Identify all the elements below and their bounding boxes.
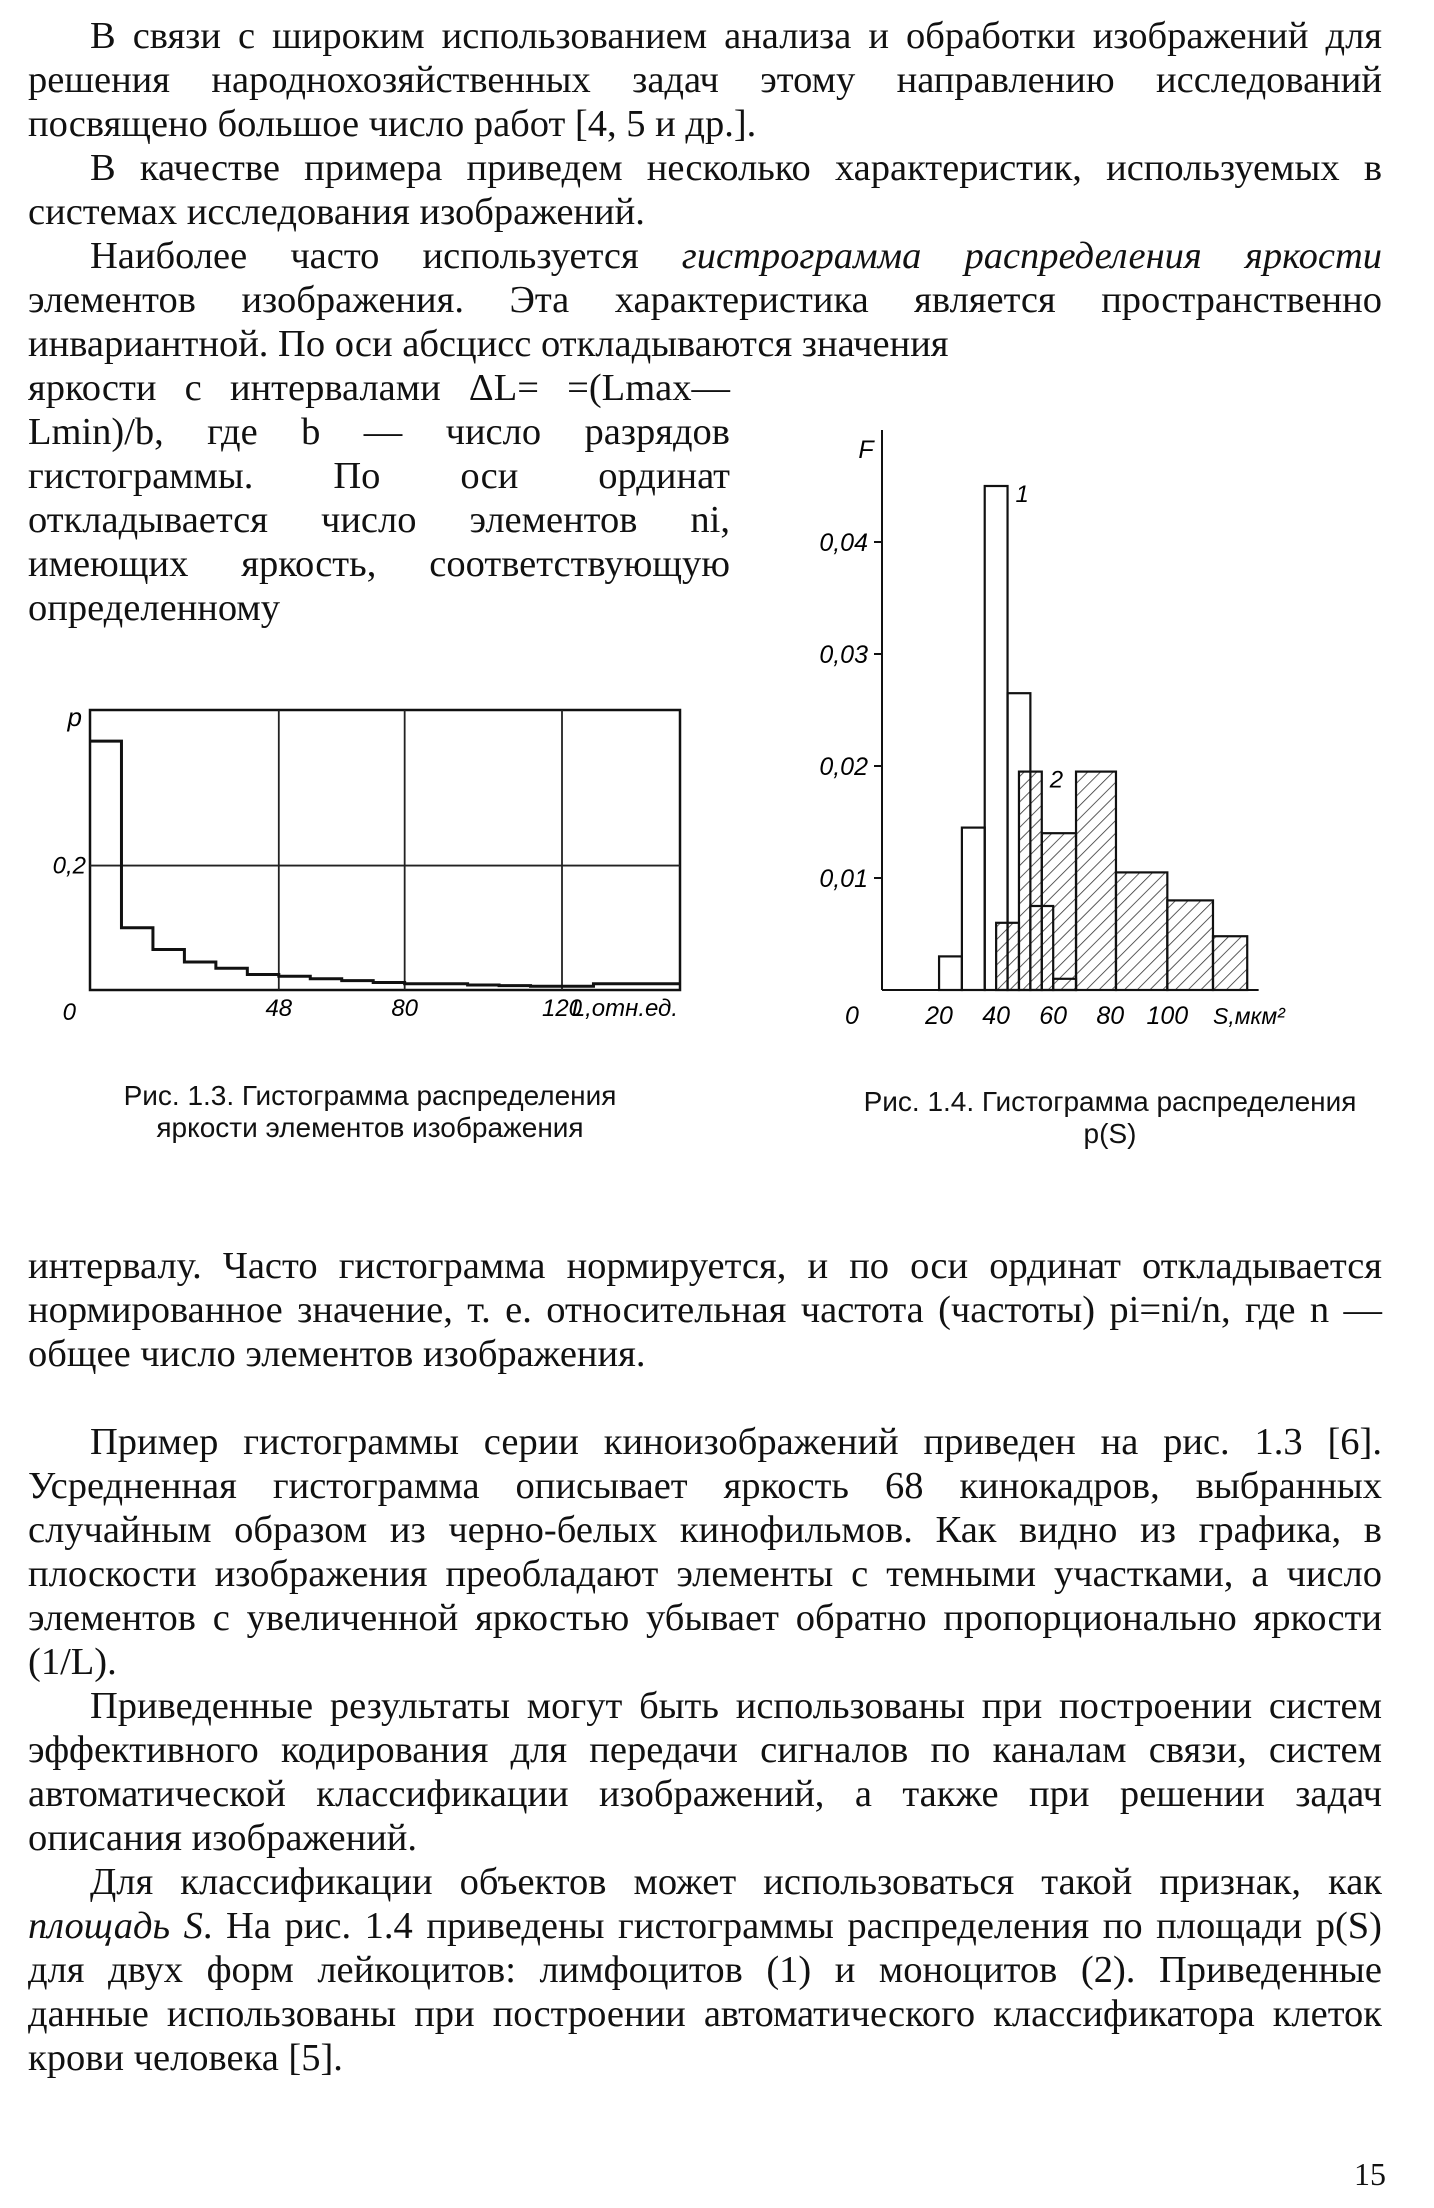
fig14-ytick-label: 0,04	[819, 529, 868, 557]
fig13-xtick-label: 120	[541, 995, 583, 1022]
paragraph-film-example: Пример гистограммы серии киноизображений приведен на рис. 1.3 [6]. Усредненная гистограмма описывает яркость 68 кинокадров, выбранных случайным образом из черно-белых кинофильмов. Как видно из графика, в плоскости изображения преобладают элементы с темными участками, а число элементов с увеличенной яркостью убывает обратно пропорционально яркости (1/L).	[28, 1421, 1382, 1683]
caption-fig-1-4: Рис. 1.4. Гистограмма распределения p(S)	[863, 1086, 1357, 1149]
fig14-x-axis-label: S,мкм²	[1212, 1003, 1285, 1029]
fig14-bar-series-2	[1167, 900, 1213, 990]
fig14-y-axis-label: F	[858, 436, 874, 464]
fig14-xtick-label: 60	[1039, 1002, 1068, 1030]
caption-fig-1-3: Рис. 1.3. Гистограмма распределения яркости элементов изображения	[123, 1080, 617, 1143]
paragraph-histogram-start: Наиболее часто используется	[90, 235, 682, 277]
figure-1-4-chart	[790, 420, 1350, 1060]
fig13-x-axis-label: L,отн.ед.	[571, 995, 678, 1022]
term-histogram: гистрограмма распределения яркости	[681, 235, 1382, 277]
fig14-bar-series-2	[1213, 936, 1247, 990]
fig13-ytick-label: 0,2	[52, 852, 86, 880]
fig14-origin-label: 0	[845, 1002, 859, 1030]
fig14-xtick-label: 100	[1146, 1002, 1189, 1030]
page-number: 15	[1354, 2156, 1386, 2192]
paragraph-area-feature	[28, 1860, 1382, 2080]
fig14-bar-series-2	[1042, 833, 1076, 990]
fig14-bar-series-1	[939, 956, 962, 990]
paragraph-applications: Приведенные результаты могут быть использованы при построении систем эффективного кодирования для передачи сигналов по каналам связи, систем автоматической классификации изображений, а также при решении задач описания изображений.	[28, 1685, 1382, 1859]
fig13-y-axis-label: p	[67, 702, 82, 732]
fig14-series-label: 1	[1015, 481, 1029, 508]
paragraph-histogram-cont: элементов изображения. Эта характеристика является пространственно инвариантной. По оси абсцисс откладываются значения	[28, 279, 1382, 365]
paragraph-intro: В связи с широким использованием анализа и обработки изображений для решения народнохозяйственных задач этому направлению исследований посвящено большое число работ [4, 5 и др.].	[28, 15, 1382, 145]
fig14-bar-series-1	[985, 486, 1008, 990]
term-area: площадь S	[28, 1905, 203, 1947]
paragraph-area-start: Для классификации объектов может использоваться такой признак, как	[90, 1861, 1382, 1903]
fig14-series-label: 2	[1049, 766, 1064, 794]
paragraph-example: В качестве примера приведем несколько характеристик, используемых в системах исследования изображений.	[28, 147, 1382, 233]
paragraph-normalization: интервалу. Часто гистограмма нормируется, и по оси ординат откладывается нормированное значение, т. е. относительная частота (частоты) pi=ni/n, где n — общее число элементов изображения.	[28, 1245, 1382, 1375]
fig14-ytick-label: 0,01	[819, 865, 868, 893]
fig14-bar-series-2	[1116, 872, 1167, 990]
fig13-origin-label: 0	[62, 999, 76, 1026]
fig13-xtick-label: 80	[391, 995, 419, 1022]
fig13-frame	[90, 710, 680, 990]
fig13-xtick-label: 48	[265, 995, 293, 1022]
figure-1-3-chart	[52, 680, 710, 1026]
paragraph-area-cont: . На рис. 1.4 приведены гистограммы распределения по площади p(S) для двух форм лейкоцитов: лимфоцитов (1) и моноцитов (2). Приведенные данные использованы при построении автоматического классификатора клеток крови человека [5].	[28, 1905, 1382, 2079]
fig14-bar-series-1	[962, 828, 985, 990]
fig13-histogram-line	[90, 741, 680, 986]
fig14-ytick-label: 0,02	[819, 753, 868, 781]
fig14-xtick-label: 40	[982, 1002, 1011, 1030]
fig14-bar-series-2	[1076, 772, 1116, 990]
fig14-ytick-label: 0,03	[819, 641, 868, 669]
fig14-xtick-label: 20	[925, 1002, 953, 1030]
fig14-xtick-label: 80	[1096, 1002, 1125, 1030]
paragraph-histogram	[28, 234, 1382, 366]
paragraph-histogram-wrap: яркости с интервалами ΔL= =(Lmax—Lmin)/b, где b — число разрядов гистограммы. По оси ординат откладывается число элементов ni, имеющих яркость, соответствующую определенному	[28, 367, 730, 629]
